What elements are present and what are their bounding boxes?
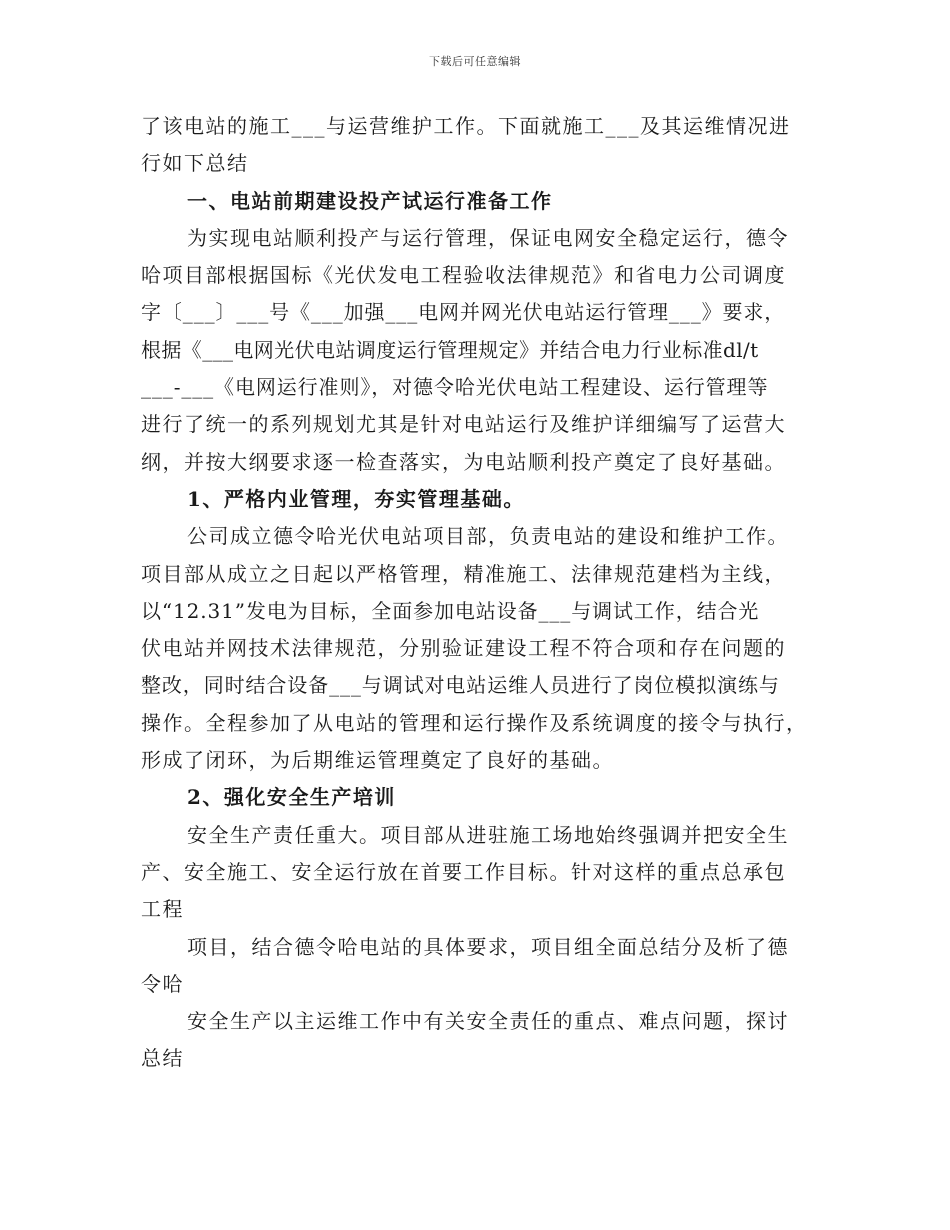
paragraph-line: 根据《___电网光伏电站调度运行管理规定》并结合电力行业标准dl/t xyxy=(141,337,759,362)
paragraph-line: 以“12.31”发电为目标，全面参加电站设备___与调试工作，结合光 xyxy=(141,598,760,623)
paragraph-line: 了该电站的施工___与运营维护工作。下面就施工___及其运维情况进 xyxy=(141,114,791,138)
paragraph-line: 为实现电站顺利投产与运行管理，保证电网安全稳定运行，德令 xyxy=(187,225,789,250)
paragraph-line: 纲，并按大纲要求逐一检查落实，为电站顺利投产奠定了良好基础。 xyxy=(141,449,786,474)
subsection-heading: 1、严格内业管理，夯实管理基础。 xyxy=(187,486,525,511)
paragraph-line: 字〔___〕___号《___加强___电网并网光伏电站运行管理___》要求， xyxy=(141,300,786,325)
paragraph-line: 安全生产责任重大。项目部从进驻施工场地始终强调并把安全生 xyxy=(187,822,789,847)
paragraph-line: 整改，同时结合设备___与调试对电站运维人员进行了岗位模拟演练与 xyxy=(141,673,780,698)
paragraph-line: 令哈 xyxy=(141,971,184,996)
paragraph-line: 公司成立德令哈光伏电站项目部，负责电站的建设和维护工作。 xyxy=(187,524,789,549)
document-body xyxy=(141,108,821,1078)
paragraph-line: 工程 xyxy=(141,897,184,922)
paragraph-line: 哈项目部根据国标《光伏发电工程验收法律规范》和省电力公司调度 xyxy=(141,263,786,288)
paragraph-line: 总结 xyxy=(141,1046,184,1071)
paragraph-line: 项目部从成立之日起以严格管理，精准施工、法律规范建档为主线， xyxy=(141,561,786,586)
paragraph-line: 进行了统一的系列规划尤其是针对电站运行及维护详细编写了运营大 xyxy=(141,412,786,437)
paragraph-line: 行如下总结 xyxy=(141,151,249,176)
subsection-heading: 2、强化安全生产培训 xyxy=(187,785,396,810)
paragraph-line: 安全生产以主运维工作中有关安全责任的重点、难点问题，探讨 xyxy=(187,1009,789,1034)
paragraph-line: 项目，结合德令哈电站的具体要求，项目组全面总结分及析了德 xyxy=(187,934,789,959)
page-header: 下载后可任意编辑 xyxy=(429,55,521,68)
paragraph-line: 产、安全施工、安全运行放在首要工作目标。针对这样的重点总承包 xyxy=(141,859,786,884)
section-heading: 一、电站前期建设投产试运行准备工作 xyxy=(187,188,553,213)
paragraph-line: ___-___《电网运行准则》，对德令哈光伏电站工程建设、运行管理等 xyxy=(141,375,769,400)
paragraph-line: 形成了闭环，为后期维运管理奠定了良好的基础。 xyxy=(141,748,614,773)
paragraph-line: 伏电站并网技术法律规范，分别验证建设工程不符合项和存在问题的 xyxy=(141,636,786,661)
paragraph-line: 操作。全程参加了从电站的管理和运行操作及系统调度的接令与执行， xyxy=(141,710,808,735)
